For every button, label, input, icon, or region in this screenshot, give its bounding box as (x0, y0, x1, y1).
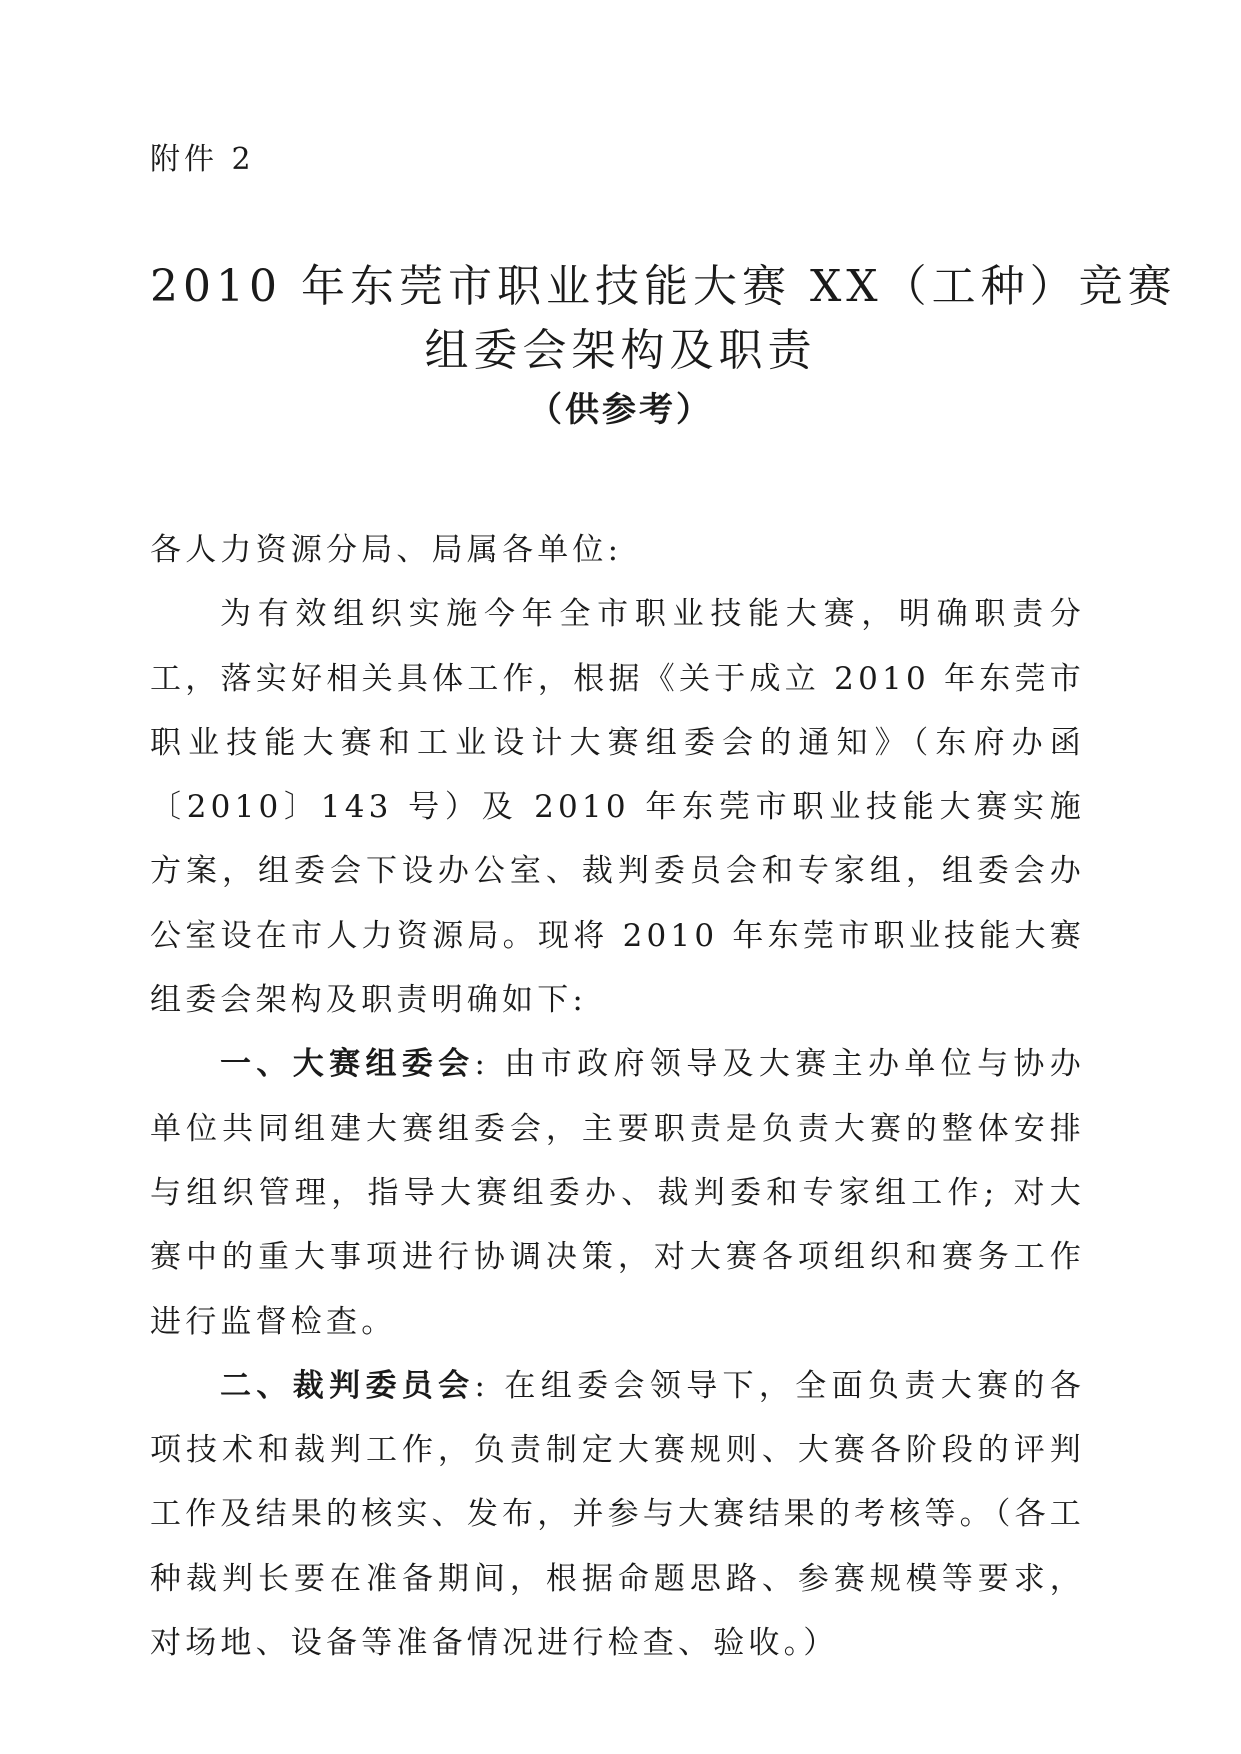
salutation: 各人力资源分局、局属各单位: (150, 532, 623, 568)
section-text: : 由市政府领导及大赛主办单位与协办单位共同组建大赛组委会，主要职责是负责大赛的整体安排与组织管理，指导大赛组委办、裁判委和专家组工作; 对大赛中的重大事项进行协调决策，对大赛各项组织和赛务工作进行监督检查。 (150, 1046, 1085, 1340)
section-referee-committee (150, 1354, 1085, 1675)
section-organizing-committee (150, 1032, 1085, 1353)
section-text: : 在组委会领导下，全面负责大赛的各项技术和裁判工作，负责制定大赛规则、大赛各阶段的评判工作及结果的核实、发布，并参与大赛结果的考核等。（各工种裁判长要在准备期间，根据命题思路、参赛规模等要求，对场地、设备等准备情况进行检查、验收。） (150, 1367, 1085, 1662)
document-subtitle: （供参考） (528, 390, 713, 430)
section-heading: 二、裁判委员会 (220, 1367, 475, 1404)
title-line-1: 2010 年东莞市职业技能大赛 XX（工种）竞赛 (150, 261, 1177, 312)
intro-paragraph: 为有效组织实施今年全市职业技能大赛，明确职责分工，落实好相关具体工作，根据《关于成立 2010 年东莞市职业技能大赛和工业设计大赛组委会的通知》（东府办函〔2010〕143 号）及 2010 年东莞市职业技能大赛实施方案，组委会下设办公室、裁判委员会和专家组，组委会办公室设在市人力资源局。现将 2010 年东莞市职业技能大赛组委会架构及职责明确如下: (150, 596, 1085, 1019)
title-line-2: 组委会架构及职责 (424, 325, 817, 376)
document-body (150, 518, 1085, 1675)
section-heading: 一、大赛组委会 (220, 1046, 475, 1083)
document-title (150, 255, 1177, 383)
attachment-label: 附件 2 (150, 142, 255, 177)
